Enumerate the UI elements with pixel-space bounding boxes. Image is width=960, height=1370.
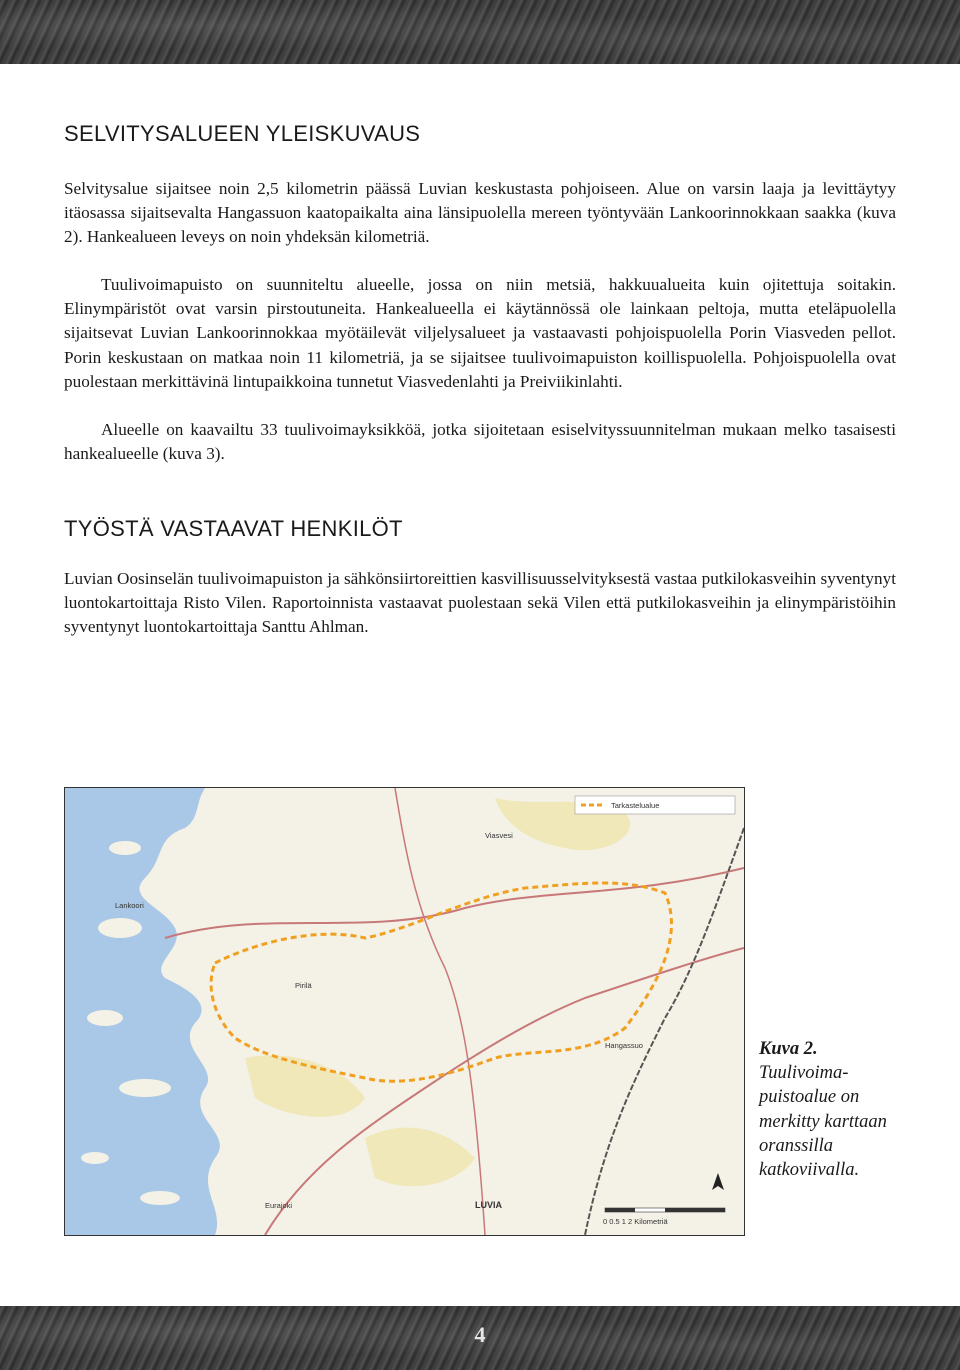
top-texture-band: [0, 0, 960, 64]
map-island: [119, 1079, 171, 1097]
overview-paragraph-3: Alueelle on kaavailtu 33 tuulivoimayksikköä, jotka sijoitetaan esiselvityssuunnitelman mukaan melko tasaisesti hankealueelle (kuva 3).: [64, 420, 896, 464]
map-legend-label: Tarkastelualue: [611, 801, 660, 810]
map-label: Hangassuo: [605, 1041, 643, 1050]
page-number: 4: [474, 1322, 486, 1347]
map-scale-label: 0 0.5 1 2 Kilometriä: [603, 1217, 668, 1226]
overview-paragraph-2: Tuulivoimapuisto on suunniteltu alueelle, jossa on niin metsiä, hakkuualueita kuin ojitettuja soitakin. Elinympäristöt ovat varsin pirstoutuneita. Hankealueella ei käytännössä ole lainkaan peltoja, mutta eteläpuolella sijaitsevat Luvian Lankoorinnokkaa myötäilevät viljelysalueet ja vastaavasti pohjoispuolella Porin Viasveden pellot. Porin keskustaan on matkaa noin 11 kilometriä, ja se sijaitsee tuulivoimapuiston koillispuolella. Pohjoispuolella ovat puolestaan merkittävinä lintupaikkoina tunnetut Viasvedenlahti ja Preiviikinlahti.: [64, 275, 896, 391]
map-scale-bar-segment: [605, 1208, 635, 1212]
section-heading-personnel: TYÖSTÄ VASTAAVAT HENKILÖT: [64, 516, 403, 541]
figure-caption: [759, 1037, 909, 1182]
map-label: Pirilä: [295, 981, 312, 990]
map-island: [98, 918, 142, 938]
project-area-map: [64, 787, 745, 1236]
map-island: [140, 1191, 180, 1205]
map-label: Viasvesi: [485, 831, 513, 840]
overview-paragraph-1: Selvitysalue sijaitsee noin 2,5 kilometrin päässä Luvian keskustasta pohjoiseen. Alue on varsin laaja ja levittäytyy itäosassa sijaitsevalta Hangassuon kaatopaikalta aina länsipuolella mereen työntyvään Lankoorinnokkaan saakka (kuva 2). Hankealueen leveys on noin yhdeksän kilometriä.: [64, 179, 896, 247]
figure-caption-text: Tuulivoimapuistoalue on merkitty karttaan oranssilla katkoviivalla.: [759, 1063, 887, 1181]
map-label: Eurajoki: [265, 1201, 293, 1210]
personnel-paragraph: Luvian Oosinselän tuulivoimapuiston ja sähkönsiirtoreittien kasvillisuusselvityksestä vastaa putkilokasveihin syventynyt luontokartoittaja Risto Vilen. Raportoinnista vastaavat puolestaan sekä Vilen että putkilokasveihin ja elinympäristöihin syventynyt luontokartoittaja Santtu Ahlman.: [64, 569, 896, 637]
map-graphic: [65, 788, 744, 1235]
map-island: [109, 841, 141, 855]
map-island: [81, 1152, 109, 1164]
map-scale-bar-segment: [665, 1208, 725, 1212]
map-label: Lankoori: [115, 901, 144, 910]
map-island: [87, 1010, 123, 1026]
figure-caption-label: Kuva 2.: [759, 1039, 818, 1059]
section-heading-overview: SELVITYSALUEEN YLEISKUVAUS: [64, 121, 421, 146]
map-label-luvia: LUVIA: [475, 1200, 502, 1210]
